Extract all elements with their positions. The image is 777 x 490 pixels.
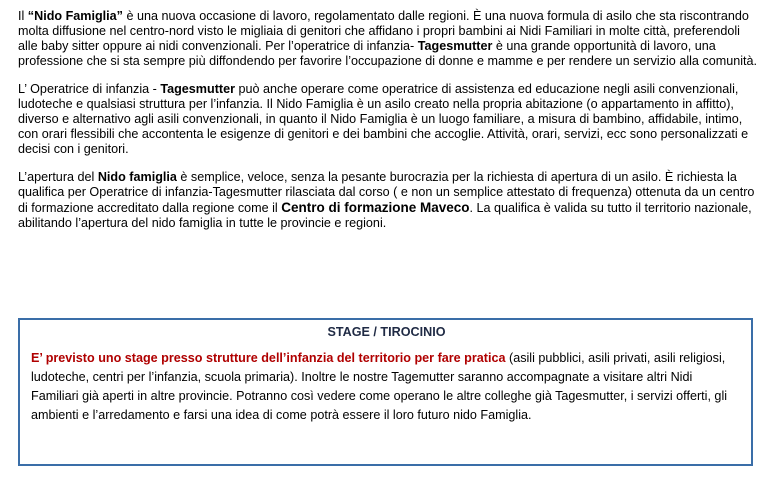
stage-box [18,318,753,466]
stage-title: STAGE / TIROCINIO [327,325,446,339]
text-run: L’ Operatrice di infanzia - [18,82,161,96]
text-run: è una nuova occasione di lavoro, regolamentato dalle regioni. È una nuova formula di asilo che sta riscontrando molta diffusione nel centro-nord visto le migliaia di genitori che affidano i propri bambini ai Nidi Familiari in molte città, preferendoli alle baby sitter oppure ai nidi convenzionali. Per l’operatrice di infanzia- [18,9,749,53]
paragraph-intro [18,9,760,69]
text-run-bold: “Nido Famiglia” [27,9,123,23]
paragraph-apertura [18,170,760,231]
text-run: è semplice, veloce, senza la pesante burocrazia per la richiesta di apertura di un asilo. È richiesta la qualifica per Operatrice di infanzia-Tagesmutter rilasciata dal corso ( e non un semplice attestato di frequenza) ottenuta da un centro di formazione accreditato dalla regione come il [18,170,755,215]
brand-name: Centro di formazione Maveco [281,200,470,215]
stage-body: (asili pubblici, asili privati, asili religiosi, ludoteche, centri per l’infanzia, scuola primaria). Inoltre le nostre Tagemutter saranno accompagnate a visitare altri Nidi Familiari già aperti in altre provincie. Potranno così vedere come operano le altre colleghe già Tagesmutter, i servizi offerti, gli ambienti e l’arredamento e farsi una idea di come potrà essere il loro futuro nido Famiglia. [31,351,728,422]
document-body [18,9,760,244]
text-run: Il [18,9,28,23]
stage-text [31,349,742,425]
text-run: L’apertura del [18,170,98,184]
text-run: può anche operare come operatrice di assistenza ed educazione negli asili convenzionali, ludoteche e qualsiasi struttura per l’infanzia. Il Nido Famiglia è un asilo creato nella propria abitazione (o appartamento in affitto), diverso e alternativo agli asili convenzionali, in quanto il Nido Famiglia è un luogo familiare, a misura di bambino, affidabile, intimo, con orari flessibili che accontenta le esigenze di genitori e dei bambini che accoglie. Attività, orari, servizi, ecc sono personalizzati e decisi con i genitori. [18,82,749,156]
stage-highlight: E’ previsto uno stage presso strutture dell’infanzia del territorio per fare pratica [31,351,506,365]
text-run-bold: Tagesmutter [417,39,493,53]
text-run-bold: Tagesmutter [160,82,235,96]
text-run: . La qualifica è valida su tutto il territorio nazionale, abilitando l’apertura del nido famiglia in tutte le provincie e regioni. [18,201,752,230]
text-run: è una grande opportunità di lavoro, una professione che si sta sempre più diffondendo per favorire l’occupazione di donne e mamme e per rendere un servizio alla comunità. [18,39,758,68]
paragraph-operatrice [18,82,760,157]
text-run-bold: Nido famiglia [97,170,177,184]
